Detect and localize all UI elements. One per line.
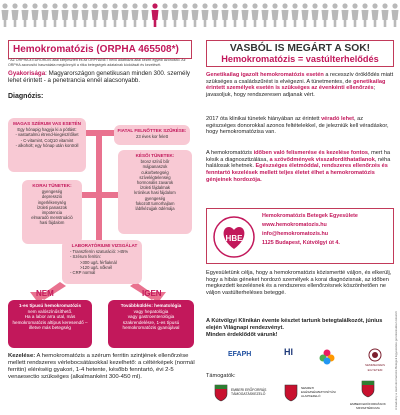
para3-bold1: időben való felismerése és kezelése fontos: [253, 150, 368, 156]
person-icon: [62, 3, 69, 27]
symptom-item: ingerlékenység: [37, 199, 67, 205]
type1-line: nem valószínűsíthető.: [27, 308, 73, 314]
person-icon: [362, 3, 369, 27]
person-icon: [72, 3, 79, 27]
person-icon: [172, 3, 179, 27]
prevalence-text: [8, 70, 196, 85]
person-icon: [252, 3, 259, 27]
para1-text: a recesszív öröklődés miatt szükséges a családszűrést is elvégezni. A tünetmentes, de: [206, 72, 394, 85]
side-note: A kiadvány a Hemokromatózis Betegek Egyesülete gondozásában készült: [394, 311, 398, 410]
referral-bold: Továbbküldés: hematológia: [120, 303, 182, 308]
right-subtitle: Hemokromatózis = vastúlterhelődés: [221, 54, 379, 64]
para1-text2: ; javasoljuk, hogy rendszeresen adjanak vért.: [206, 85, 376, 99]
person-icon: [212, 3, 219, 27]
symptom-item: ízületi panaszok: [36, 204, 68, 210]
person-icon: [312, 3, 319, 27]
person-icon: [282, 3, 289, 27]
type1-bold: 1-es típusú hemokromatózis: [18, 303, 82, 308]
prevalence-label: Gyakorisága: [8, 70, 46, 77]
box-late-symptoms: [118, 150, 192, 234]
person-icon: [272, 3, 279, 27]
person-icon: [372, 3, 379, 27]
right-title: VASBÓL IS MEGÁRT A SOK!: [229, 43, 371, 54]
person-icon: [82, 3, 89, 27]
box-lab-test: [62, 240, 142, 284]
paragraph-welcome: Minden érdeklődőt várunk!: [206, 332, 278, 338]
late-symptom-item: hormonális zavarok: [136, 180, 174, 186]
supporter-emmi-name: EMBERI ERŐFORRÁSOK MINISZTÉRIUMA: [350, 402, 386, 410]
person-icon: [342, 3, 349, 27]
box-high-iron-line: - C-vitamint, CoQ10 vitamint: [20, 137, 74, 143]
supporters-label: Támogatók:: [206, 373, 236, 379]
person-icon: [132, 3, 139, 27]
treatment-text: [8, 353, 196, 381]
para1-bold2: genetikailag érintett személyek esetén is szükséges az évenkénti ellenőrzés: [206, 78, 386, 92]
paragraph-events: A Kútvölgyi Klinikán évente késztet tartunk betegtalálkozót, június elején Világnapi rendezvényt.: [206, 318, 383, 331]
semmelweis-label: SEMMELWEIS EGYETEM: [364, 363, 386, 372]
efaph-logo: EFAPH: [228, 351, 252, 358]
person-icon: [52, 3, 59, 27]
box-type1-unlikely: [8, 300, 92, 348]
late-symptom-item: láb/kézujjak ödémája: [135, 206, 175, 212]
lab-test-line: - CRP normál: [70, 270, 96, 276]
person-icon: [92, 3, 99, 27]
orpha-footnote: * AZ ORPHA a EURORDIS által kifejlesztett és az ORPHANET nevű adatbázis által kezelt egyedi azonosító. Az ORPHA azonosító használata megkönnyíti a ritka betegségek adatainak kódolását és kezelését.: [8, 58, 186, 67]
person-icon: [162, 3, 169, 27]
para3-text: A hemokromatózis: [206, 150, 254, 156]
person-icon: [232, 3, 239, 27]
hbe-logo: [212, 215, 256, 264]
box-early-symptoms: [22, 180, 82, 244]
diagnosis-title: Diagnózis:: [8, 93, 44, 100]
para3-bold2: a szövődmények visszafordíthatatlanok: [269, 156, 375, 163]
person-icon: [22, 3, 29, 27]
person-icon: [262, 3, 269, 27]
supporter-neak-name: NEMZETI EGÉSZSÉGBIZTOSÍTÁSI ALAPKEZELŐ: [301, 386, 336, 398]
person-icon: [12, 3, 19, 27]
hbe-logo-text: HBE: [225, 234, 243, 243]
lab-test-line: >300 ug/L férfiaknál: [80, 259, 117, 265]
late-symptoms-header: KÉSŐI TÜNETEK:: [135, 153, 175, 158]
lab-test-line: - Transzferrin szaturáció: >45%: [70, 249, 129, 255]
box-high-iron-header: MAGAS SZÉRUM VAS ESETÉN: [13, 121, 81, 126]
person-icon: [242, 3, 249, 27]
late-symptom-item: májpanaszok: [142, 164, 168, 170]
person-icon: [352, 3, 359, 27]
lab-test-line: >120 ug/L nőknél: [80, 264, 113, 270]
box-screening-line: 23 éves kor felett: [136, 134, 168, 140]
paragraph-association-goal: Egyesületünk célja, hogy a hemokromatózis közismertté váljon, és elkerülj, hogy a hibás géneket hordozó személyek a korai diagnózisnak, az időben megkezdett kezelésnek és a rendszeres ellenőrzésnek köszönhetően ne váljon vastúlterheléses beteggé.: [206, 270, 392, 297]
symptom-item: elmaradó menstruáció: [31, 215, 73, 221]
para2-text2: , az egészséges donorokkal azonos feltételekkel, de jelezniük kell véradáskor, hogy hemokromatózisa van.: [206, 116, 389, 136]
association-info: [262, 212, 358, 248]
paragraph-family-screening: [206, 72, 394, 99]
lab-test-line: - Szérum ferritin:: [70, 254, 101, 260]
person-icon: [2, 3, 9, 27]
box-screening-header: FIATAL FELNŐTTEK SZŰRÉSE:: [117, 128, 187, 133]
para3-text3: , néha halálosak lehetnek.: [206, 156, 391, 170]
box-further-referral: [108, 300, 194, 348]
association-email-link[interactable]: info@hemokromatozis.hu: [262, 231, 329, 237]
person-icon: [222, 3, 229, 27]
person-icon: [102, 3, 109, 27]
person-icon: [142, 3, 149, 27]
late-symptom-item: bronz színű bőr: [140, 159, 170, 165]
paragraph-blood-donor: [206, 116, 394, 136]
late-symptom-item: ízületi fájdalmak: [139, 185, 171, 191]
lab-test-header: LABORATÓRIUMI VIZSGÁLAT: [71, 243, 138, 248]
people-strip-illustration: [0, 0, 400, 30]
semmelweis-logo: [358, 348, 392, 373]
person-icon: [292, 3, 299, 27]
box-high-iron-line: Egy hónapig hagyja ki a pótlást:: [17, 127, 77, 133]
association-name: Hemokromatózis Betegek Egyesülete: [262, 213, 358, 219]
box-young-adult-screening: [114, 125, 190, 145]
prevalence-body: : Magyarországon genetikusan minden 300. személy lehet érintett - a penetrancia ennél alacsonyabb.: [8, 70, 190, 85]
para3-bold3: Egészséges életmóddal, rendszeres ellenőrzés és fenntartó kezelések mellett teljes életet élhet a hemokromatózis génjeinek hordozója.: [206, 163, 388, 183]
no-label: NEM: [36, 289, 54, 298]
referral-line: vagy hepatológia: [133, 308, 169, 314]
symptom-item: depresszió: [41, 194, 63, 200]
yes-label: IGEN: [142, 289, 162, 298]
highlighted-person-icon: [152, 3, 159, 27]
box-high-iron-line: - alkoholt; egy hónap után kontroll: [15, 142, 79, 148]
partner-logos: [206, 346, 394, 372]
symptom-item: impotencia: [41, 210, 63, 216]
para3-text2: , mert ha késik a diagnosztizálása,: [206, 150, 391, 163]
flower-logo: [318, 348, 336, 367]
supporter-emmi-logo: [344, 380, 392, 411]
paragraph-early-diagnosis: [206, 150, 394, 184]
person-icon: [32, 3, 39, 27]
association-address: 1125 Budapest, Kútvölgyi út 4.: [262, 240, 340, 246]
person-icon: [112, 3, 119, 27]
late-symptom-item: gyengeség: [144, 195, 166, 201]
para1-bold: Genetikailag igazolt hemokromatózis esetén: [206, 72, 324, 78]
para2-bold: véradó lehet: [321, 116, 355, 122]
person-icon: [182, 3, 189, 27]
supporter-emet-logo: [214, 384, 274, 402]
late-symptom-item: krónikus hasi fájdalom: [134, 190, 176, 196]
box-high-iron-line: - vastartalmú étrend-kiegészítőket: [15, 132, 79, 138]
para2-text: 2017 óta klinikai tünetek hiányában az érintett: [206, 116, 322, 122]
symptom-item: gyengeség: [41, 189, 63, 195]
person-icon: [382, 3, 389, 27]
hi-logo: HI: [284, 347, 293, 357]
person-icon: [332, 3, 339, 27]
treatment-body: A hemokromatózis a szérum ferritin szintjének ellenőrzése mellett rendszeres vérlebocsátásokkal kezelhető: a céltérképek (normál ferritin) eléréséig gyakori, 1-4 hetente, később fenntartó, évi 2-5 venaesectio szükséges (alkalmanként 300-450 ml).: [8, 353, 195, 381]
treatment-label: Kezelése:: [8, 353, 36, 359]
person-icon: [42, 3, 49, 27]
left-title: Hemokromatózis (ORPHA 465508*): [8, 40, 192, 59]
late-symptom-item: szívelégtelenség: [139, 174, 171, 180]
late-symptom-item: cukorbetegség: [141, 169, 169, 175]
person-icon: [192, 3, 199, 27]
early-symptoms-header: KORAI TÜNETEK:: [32, 183, 72, 188]
person-icon: [122, 3, 129, 27]
box-high-iron: [8, 118, 86, 172]
type1-line: Ha a labor arra utal, más hemokromatózis altípus keresendő – illetve más betegség: [12, 314, 88, 331]
late-symptom-item: fokozott tumorhajlam: [135, 200, 175, 206]
referral-line: vagy gastroenterológia szakrendelésre, 1-es típusú hemokromatózis gyanújával: [122, 314, 180, 331]
person-icon: [322, 3, 329, 27]
person-icon: [202, 3, 209, 27]
right-title-box: [206, 40, 394, 67]
symptom-item: hasi fájdalom: [39, 220, 65, 226]
supporter-neak-logo: [284, 384, 334, 402]
supporter-emet-name: EMBERI ERŐFORRÁS TÁMOGATÁSKEZELŐ: [231, 388, 267, 396]
association-website-link[interactable]: www.hemokromatozis.hu: [262, 222, 327, 228]
person-icon: [392, 3, 399, 27]
person-icon: [302, 3, 309, 27]
